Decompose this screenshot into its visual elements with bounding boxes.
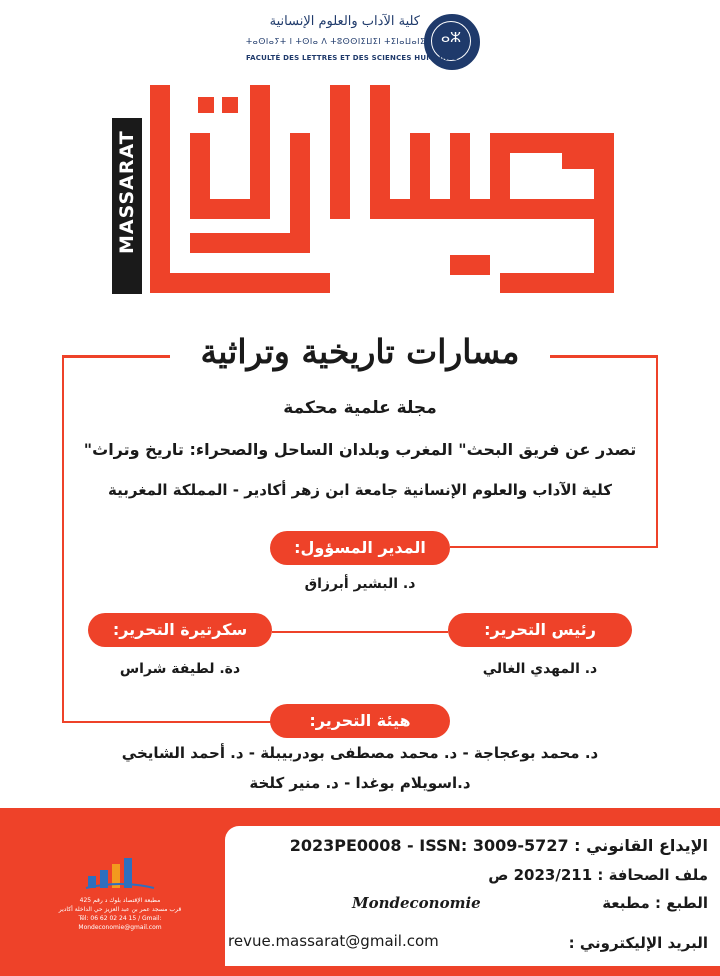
contact-email[interactable]: revue.massarat@gmail.com xyxy=(228,932,439,950)
printer-contact: Tél: 06 62 02 24 15 / Gmail: Mondeconomie@gmail.com xyxy=(78,915,162,931)
printer-address-line-1: مطبعة الإقتصاد بلوك د رقم 425 xyxy=(79,897,161,904)
editor-label-pill: رئيس التحرير: xyxy=(448,613,632,647)
board-members-line-1: د. محمد بوعجاجة - د. محمد مصطفى بودربيبلة - د. أحمد الشايخي xyxy=(121,744,599,762)
massarat-latin-text: MASSARAT xyxy=(116,130,138,254)
printer-logo-icon xyxy=(84,852,156,892)
legal-deposit-issn: الإيداع القانوني : 2023PE0008 - ISSN: 3009-5727 xyxy=(289,836,708,855)
director-name: د. البشير أبرزاق xyxy=(304,576,416,592)
frame-right-connector xyxy=(450,546,658,548)
faculty-name-arabic: كلية الآداب والعلوم الإنسانية xyxy=(269,14,420,29)
journal-type: مجلة علمية محكمة xyxy=(283,398,437,418)
printer-address-line-2: قرب مسجد عمر بن عبد العزيز حي الداخلة أكادير xyxy=(58,906,182,913)
seal-monogram-icon: ⴰⵣ xyxy=(440,30,462,46)
massarat-arabic-logotype xyxy=(150,85,620,297)
director-label-pill: المدير المسؤول: xyxy=(270,531,450,565)
email-label: البريد الإليكتروني : xyxy=(568,934,708,952)
press-file-number: ملف الصحافة : 2023/211 ص xyxy=(488,866,708,884)
board-members-line-2: د.اسويلام بوغدا - د. منير كلخة xyxy=(249,774,471,792)
printer-name: Mondeconomie xyxy=(352,894,481,912)
secretary-name: دة. لطيفة شراس xyxy=(119,661,241,677)
title-rule-left xyxy=(62,355,170,358)
board-label-pill: هيئة التحرير: xyxy=(270,704,450,738)
journal-title: مسارات تاريخية وتراثية xyxy=(200,332,520,371)
editor-name: د. المهدي الغالي xyxy=(482,661,598,677)
faculty-name-french: FACULTÉ DES LETTRES ET DES SCIENCES HUMAINES xyxy=(246,54,459,62)
journal-issuer: تصدر عن فريق البحث" المغرب وبلدان الساحل والصحراء: تاريخ وتراث" xyxy=(83,440,637,459)
faculty-name-tifinagh: ⵜⴰⵙⵏⴰⵢⵜ ⵏ ⵜⵙⵏⴰ ⴷ ⵜⵓⵙⵙⵏⵉⵡⵉⵏ ⵜⵉⵏⴰⵡⴰⵏⵉⵏ xyxy=(246,37,429,46)
printing-label: الطبع : مطبعة xyxy=(602,894,708,912)
frame-bottom-connector xyxy=(62,721,272,723)
printer-address xyxy=(40,896,200,932)
secretary-label-pill: سكرتيرة التحرير: xyxy=(88,613,272,647)
frame-middle-connector xyxy=(272,631,448,633)
title-rule-right xyxy=(550,355,658,358)
journal-institution: كلية الآداب والعلوم الإنسانية جامعة ابن زهر أكادير - المملكة المغربية xyxy=(108,481,612,499)
